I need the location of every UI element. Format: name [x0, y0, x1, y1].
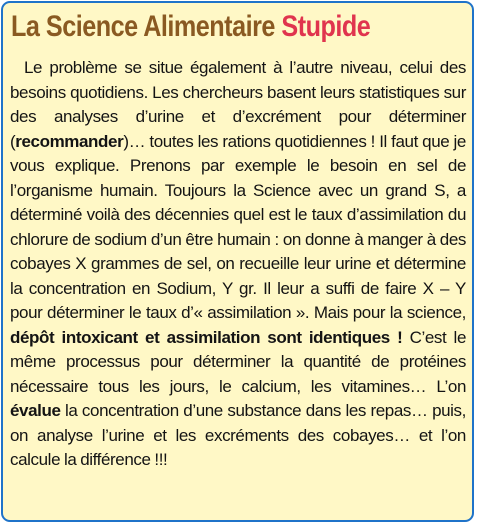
bold-recommander: recommander	[15, 131, 124, 151]
article-panel	[1, 1, 474, 522]
text-segment-3: C’est le même processus pour déterminer la quantité de protéines nécessaire tous les jours, le calcium, les vitamines… L’on	[10, 327, 466, 396]
text-segment-4: la concentration d’une substance dans les repas… puis, on analyse l’urine et les excréments des cobayes… et l’on calcule la différence !!!	[10, 401, 466, 469]
text-segment-2: )… toutes les rations quotidiennes ! Il faut que je vous explique. Prenons par exemple le besoin en sel de l’organisme humain. Toujours la Science avec un grand S, a déterminé voilà des décennies quel est le taux d’assimilation du chlorure de sodium d’un être humain : on donne à manger à des cobayes X grammes de sel, on recueille leur urine et détermine la concentration en Sodium, Y gr. Il leur a suffi de faire X – Y pour déterminer le taux d’« assimilation ». Mais pour la science,	[10, 131, 466, 322]
bold-depot-intoxicant: dépôt intoxicant et assimilation sont identiques !	[10, 327, 403, 347]
article-title	[11, 9, 370, 45]
title-part-2: Stupide	[281, 10, 371, 43]
title-part-1: La Science Alimentaire	[11, 10, 275, 43]
bold-evalue: évalue	[10, 401, 61, 420]
article-paragraph	[10, 56, 466, 473]
text-segment-1: Le problème se situe également à l’autre niveau, celui des besoins quotidiens. Les chercheurs basent leurs statistiques sur des analyses d’urine et d’excrément pour déterminer (	[10, 58, 466, 151]
